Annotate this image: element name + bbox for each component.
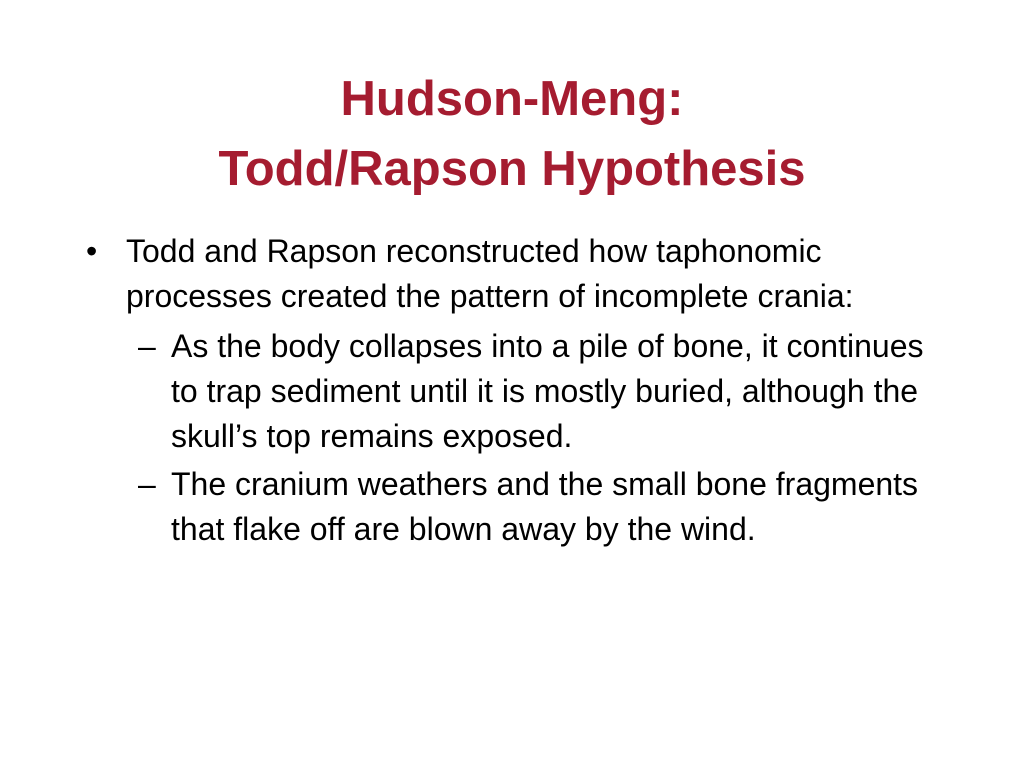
slide-body [86, 229, 956, 555]
sub-bullet-marker: – [138, 328, 156, 364]
bullet-text: Todd and Rapson reconstructed how taphonomic processes created the pattern of incomplete crania: [126, 233, 854, 314]
title-line-2: Todd/Rapson Hypothesis [218, 142, 806, 196]
sub-bullet-item [138, 462, 956, 552]
slide-title [0, 64, 1024, 204]
title-line-1: Hudson-Meng: [340, 72, 684, 126]
sub-bullet-item [138, 324, 956, 459]
bullet-item [86, 229, 956, 319]
sub-bullet-text: As the body collapses into a pile of bone, it continues to trap sediment until it is mostly buried, although the skull’s top remains exposed. [171, 328, 924, 454]
sub-bullet-list [86, 324, 956, 552]
bullet-marker: • [86, 233, 98, 269]
sub-bullet-marker: – [138, 466, 156, 502]
sub-bullet-text: The cranium weathers and the small bone fragments that flake off are blown away by the wind. [171, 466, 919, 547]
